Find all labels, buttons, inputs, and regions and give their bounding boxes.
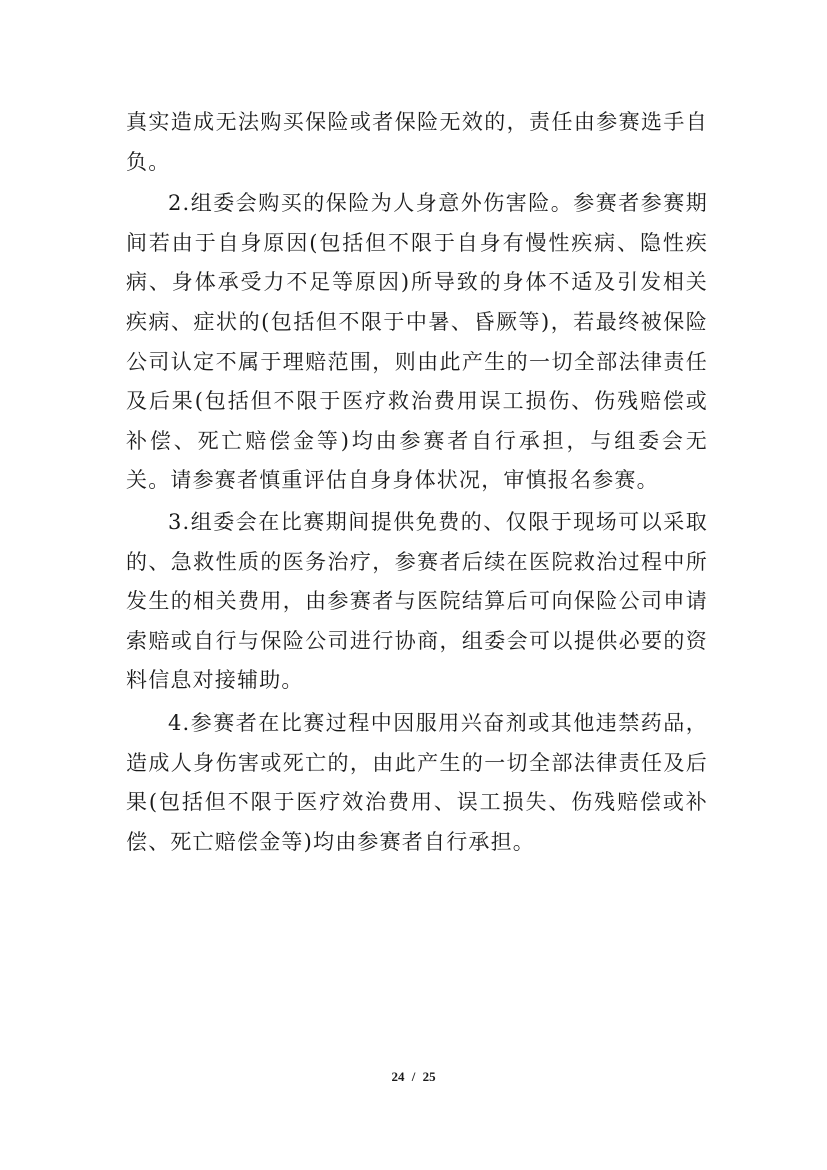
paragraph-item-2: 2.组委会购买的保险为人身意外伤害险。参赛者参赛期间若由于自身原因(包括但不限于自身有慢性疾病、隐性疾病、身体承受力不足等原因)所导致的身体不适及引发相关疾病、症状的(包括但不限于中暑、昏厥等)，若最终被保险公司认定不属于理赔范围，则由此产生的一切全部法律责任及后果(包括但不限于医疗救治费用误工损伤、伤残赔偿或补偿、死亡赔偿金等)均由参赛者自行承担，与组委会无关。请参赛者慎重评估自身身体状况，审慎报名参赛。 bbox=[126, 191, 708, 493]
page-separator: / bbox=[411, 1069, 416, 1084]
paragraph-item-3: 3.组委会在比赛期间提供免费的、仅限于现场可以采取的、急救性质的医务治疗，参赛者后续在医院救治过程中所发生的相关费用，由参赛者与医院结算后可向保险公司申请索赔或自行与保险公司进行协商，组委会可以提供必要的资料信息对接辅助。 bbox=[126, 509, 708, 693]
document-body bbox=[126, 103, 708, 862]
page-current: 24 bbox=[391, 1069, 405, 1084]
page-total: 25 bbox=[422, 1069, 436, 1084]
paragraph-item-4: 4.参赛者在比赛过程中因服用兴奋剂或其他违禁药品，造成人身伤害或死亡的，由此产生的一切全部法律责任及后果(包括但不限于医疗效治费用、误工损失、伤残赔偿或补偿、死亡赔偿金等)均由参赛者自行承担。 bbox=[126, 710, 708, 854]
page-number bbox=[0, 1069, 827, 1085]
paragraph-continuation: 真实造成无法购买保险或者保险无效的，责任由参赛选手自负。 bbox=[126, 110, 708, 174]
